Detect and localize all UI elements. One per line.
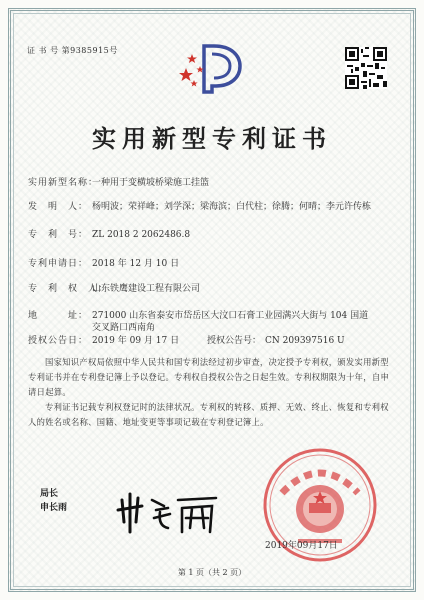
field-address bbox=[28, 310, 369, 333]
field-label: 专 利 号： bbox=[28, 230, 89, 240]
field-value: 2019 年 09 月 17 日 bbox=[92, 336, 180, 346]
field-label: 实用新型名称： bbox=[28, 178, 99, 188]
field-value: 271000 山东省泰安市岱岳区大汶口石膏工业园满兴大街与 104 国道交叉路口西南角 bbox=[92, 311, 369, 333]
field-grant-date bbox=[28, 335, 345, 347]
field-label: 发 明 人： bbox=[28, 202, 89, 212]
document-title: 实用新型专利证书 bbox=[92, 125, 332, 153]
field-patentee bbox=[28, 283, 200, 295]
field-value: 一种用于变横坡桥梁施工挂篮 bbox=[92, 178, 210, 188]
certificate-number: 证 书 号 第9385915号 bbox=[27, 46, 118, 55]
field-value: ZL 2018 2 2062486.8 bbox=[92, 230, 191, 240]
page-number: 第 1 页（共 2 页） bbox=[177, 568, 247, 577]
field-application-date bbox=[28, 258, 179, 270]
field-utility-model-name bbox=[28, 177, 209, 189]
body-paragraph: 专利证书记载专利权登记时的法律状况。专利权的转移、质押、无效、终止、恢复和专利权人的姓名或名称、国籍、地址变更等事项记载在专利登记簿上。 bbox=[28, 402, 389, 427]
field-patent-number bbox=[28, 229, 190, 241]
field-label: 专 利 权 人： bbox=[28, 284, 109, 294]
certificate-body-text bbox=[28, 355, 393, 430]
field-label: 地 址： bbox=[28, 311, 89, 321]
field-extra-label: 授权公告号： bbox=[207, 336, 262, 346]
signature-title: 局长 bbox=[40, 489, 59, 499]
body-paragraph: 国家知识产权局依照中华人民共和国专利法经过初步审查，决定授予专利权，颁发实用新型专利证书并在专利登记簿上予以登记。专利权自授权公告之日起生效。专利权期限为十年，自申请日起算。 bbox=[28, 357, 390, 397]
field-extra-value: CN 209397516 U bbox=[265, 336, 345, 346]
qr-code-icon bbox=[345, 47, 387, 89]
handwritten-signature-icon bbox=[112, 488, 222, 538]
field-inventors bbox=[28, 201, 372, 213]
field-value: 山东铁鹰建设工程有限公司 bbox=[92, 284, 201, 294]
field-label: 专利申请日： bbox=[28, 259, 89, 269]
signature-name: 申长雨 bbox=[40, 503, 68, 513]
cnipa-emblem-icon bbox=[172, 40, 244, 96]
seal-date: 2019年09月17日 bbox=[265, 541, 338, 551]
field-value: 杨明波；荣祥峰；刘学深；梁海滨；白代柱；徐腾；何晴；李元许传栋 bbox=[92, 202, 372, 212]
field-value: 2018 年 12 月 10 日 bbox=[92, 259, 180, 269]
field-label: 授权公告日： bbox=[28, 336, 89, 346]
